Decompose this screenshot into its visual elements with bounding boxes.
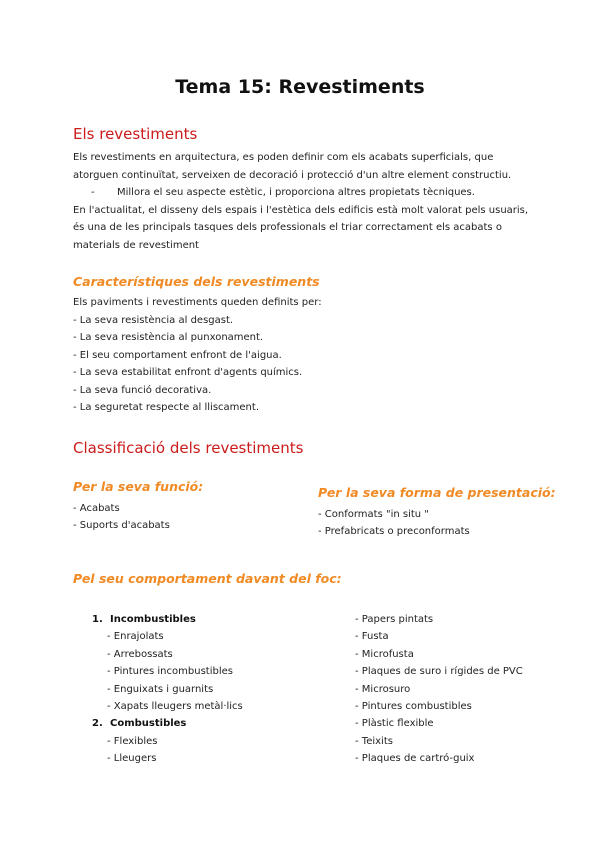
list-item: - Xapats lleugers metàl·lics: [107, 701, 243, 713]
caracteristiques-list: [73, 294, 543, 417]
list-item: - Pintures incombustibles: [107, 666, 233, 678]
paragraph-line: Els revestiments en arquitectura, es poden definir com els acabats superficials, que: [73, 152, 494, 163]
paragraph-line: En l'actualitat, el disseny dels espais i l'estètica dels edificis està molt valorat pels usuaris,: [73, 204, 529, 216]
section-heading-caracteristiques: Característiques dels revestiments: [73, 274, 320, 289]
bullet-marker: -: [91, 187, 95, 198]
page-title: Tema 15: Revestiments: [175, 76, 425, 98]
numbered-item-incombustibles: [92, 611, 243, 628]
list-item: - Suports d'acabats: [73, 520, 170, 532]
list-item: - Microfusta: [355, 648, 414, 660]
list-item: - Prefabricats o preconformats: [318, 526, 470, 538]
item-label: Combustibles: [110, 718, 187, 730]
subheading-funcio: Per la seva funció:: [73, 479, 204, 494]
list-item: - Plàstic flexible: [355, 718, 434, 730]
list-item: - Arrebossats: [107, 648, 173, 660]
list-item: - Lleugers: [107, 753, 157, 765]
section-heading-classificacio: Classificació dels revestiments: [73, 439, 304, 457]
paragraph-line: atorguen continuïtat, serveixen de decoració i protecció d'un altre element constructiu.: [73, 169, 512, 181]
list-item: - Enrajolats: [107, 631, 164, 643]
bullet-text: Millora el seu aspecte estètic, i proporciona altres propietats tècniques.: [117, 187, 475, 198]
list-item: - La seva resistència al desgast.: [73, 314, 234, 326]
list-item: - Acabats: [73, 503, 120, 514]
list-item: - La seva funció decorativa.: [73, 384, 212, 396]
section1-paragraph: [73, 149, 543, 254]
list-item: - La seguretat respecte al lliscament.: [73, 402, 259, 413]
item-number: 1.: [92, 614, 103, 625]
presentacio-list: [318, 506, 470, 541]
foc-right-list: [355, 611, 523, 768]
funcio-list: [73, 500, 170, 535]
list-item: - Conformats "in situ ": [318, 509, 429, 520]
list-intro: Els paviments i revestiments queden definits per:: [73, 297, 322, 308]
item-label: Incombustibles: [110, 614, 196, 625]
foc-left-list: [92, 611, 243, 768]
list-item: - Microsuro: [355, 683, 411, 695]
list-item: - Papers pintats: [355, 614, 434, 625]
item-number: 2.: [92, 718, 103, 730]
list-item: - La seva resistència al punxonament.: [73, 332, 264, 343]
paragraph-line: materials de revestiment: [73, 239, 199, 251]
bullet-line: [73, 184, 543, 202]
list-item: - Plaques de suro i rígides de PVC: [355, 666, 523, 678]
list-item: - Teixits: [355, 735, 393, 747]
list-item: - El seu comportament enfront de l'aigua.: [73, 349, 282, 361]
paragraph-line: és una de les principals tasques dels professionals el triar correctament els acabats o: [73, 222, 502, 233]
numbered-item-combustibles: [92, 715, 243, 732]
list-item: - La seva estabilitat enfront d'agents químics.: [73, 367, 303, 378]
section-heading-revestiments: Els revestiments: [73, 125, 198, 143]
list-item: - Fusta: [355, 631, 389, 643]
subheading-presentacio: Per la seva forma de presentació:: [318, 485, 556, 500]
list-item: - Flexibles: [107, 735, 158, 747]
list-item: - Enguixats i guarnits: [107, 683, 214, 695]
subheading-foc: Pel seu comportament davant del foc:: [73, 571, 342, 586]
list-item: - Pintures combustibles: [355, 701, 472, 713]
list-item: - Plaques de cartró-guix: [355, 753, 475, 765]
